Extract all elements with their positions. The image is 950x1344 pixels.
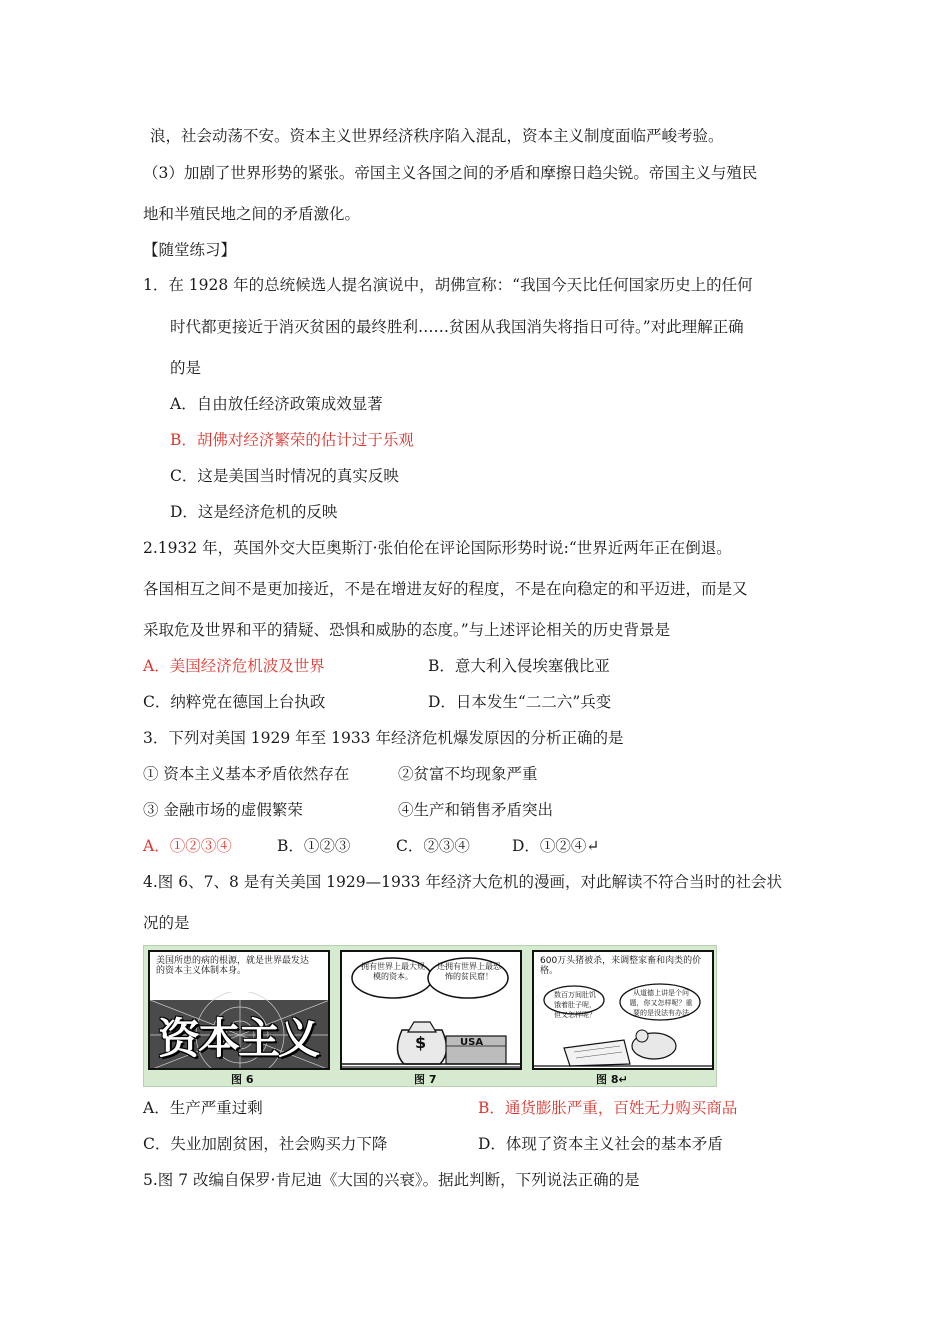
speech-bubble: 从道德上讲是个问题，你又怎样呢？重要的是没法有办法 [629, 989, 693, 1017]
question-1-option-b-answer: B．胡佛对经济繁荣的估计过于乐观 [170, 431, 414, 449]
question-1-text: 时代都更接近于消灭贫困的最终胜利……贫困从我国消失将指日可待。”对此理解正确 [170, 318, 744, 336]
question-1-text: 1．在 1928 年的总统候选人提名演说中，胡佛宣称：“我国今天比任何国家历史上的任何 [143, 276, 753, 294]
capitalism-headline: 资本主义 [158, 1014, 319, 1063]
usa-label: USA [460, 1037, 484, 1048]
question-4-option-b-answer: B．通货膨胀严重，百姓无力购买商品 [478, 1099, 738, 1117]
text-line: 地和半殖民地之间的矛盾激化。 [143, 205, 361, 223]
question-2-text: 各国相互之间不是更加接近，不是在增进友好的程度，不是在向稳定的和平迈进，而是又 [143, 580, 748, 598]
question-3-item: ③ 金融市场的虚假繁荣 [143, 801, 303, 819]
question-4-option-c: C．失业加剧贫困，社会购买力下降 [143, 1135, 388, 1153]
question-3-option-d: D．①②④↵ [512, 837, 600, 855]
figure-caption-7: 图 7 [414, 1073, 437, 1086]
question-1-option-a: A．自由放任经济政策成效显著 [170, 395, 383, 413]
comic-caption-text: 600万头猪被杀，来调整家畜和肉类的价格。 [540, 956, 702, 976]
section-title: 【随堂练习】 [143, 241, 237, 259]
question-2-text: 采取危及世界和平的猜疑、恐惧和威胁的态度。”与上述评论相关的历史背景是 [143, 621, 671, 639]
text-line: 浪，社会动荡不安。资本主义世界经济秩序陷入混乱，资本主义制度面临严峻考验。 [150, 127, 724, 145]
question-3-text: 3．下列对美国 1929 年至 1933 年经济危机爆发原因的分析正确的是 [143, 729, 624, 747]
question-1-text: 的是 [170, 359, 202, 377]
question-3-option-a-answer: A．①②③④ [143, 837, 232, 855]
figure-caption-8: 图 8↵ [596, 1073, 628, 1086]
question-4-option-a: A．生产严重过剩 [143, 1099, 263, 1117]
comic-panel-8 [532, 950, 714, 1070]
question-4-text: 4.图 6、7、8 是有关美国 1929—1933 年经济大危机的漫画，对此解读不符合当时的社会状 [143, 873, 782, 891]
question-3-item: ① 资本主义基本矛盾依然存在 [143, 765, 350, 783]
question-3-item: ④生产和销售矛盾突出 [398, 801, 554, 819]
figure-caption-6: 图 6 [231, 1073, 254, 1086]
question-1-option-d: D．这是经济危机的反映 [170, 503, 338, 521]
speech-bubble: 还拥有世界上最恐怖的贫民窟！ [437, 962, 501, 981]
comic-panel-6 [148, 950, 330, 1070]
speech-bubble: 数百万间肚饥饿着肚子呢，但又怎样呢？ [554, 991, 596, 1019]
question-3-option-c: C．②③④ [396, 837, 470, 855]
comic-strip-figure [143, 945, 717, 1087]
question-1-option-c: C．这是美国当时情况的真实反映 [170, 467, 399, 485]
question-4-text: 况的是 [143, 914, 190, 932]
comic-panel-7 [340, 950, 522, 1070]
question-2-option-a-answer: A．美国经济危机波及世界 [143, 657, 325, 675]
question-3-option-b: B．①②③ [277, 837, 351, 855]
text-line: （3）加剧了世界形势的紧张。帝国主义各国之间的矛盾和摩擦日趋尖锐。帝国主义与殖民 [143, 164, 758, 182]
question-2-option-c: C．纳粹党在德国上台执政 [143, 693, 326, 711]
speech-bubble: 拥有世界上最大规模的资本。 [361, 962, 425, 981]
question-5-text: 5.图 7 改编自保罗·肯尼迪《大国的兴衰》。据此判断，下列说法正确的是 [143, 1171, 640, 1189]
comic-caption-text: 美国所患的病的根源，就是世界最发达的资本主义体制本身。 [156, 956, 310, 976]
question-4-option-d: D．体现了资本主义社会的基本矛盾 [478, 1135, 723, 1153]
question-2-text: 2.1932 年，英国外交大臣奥斯汀·张伯伦在评论国际形势时说:“世界近两年正在倒退。 [143, 539, 732, 557]
question-2-option-b: B．意大利入侵埃塞俄比亚 [428, 657, 610, 675]
dollar-sign-icon: $ [415, 1033, 427, 1052]
question-3-item: ②贫富不均现象严重 [398, 765, 538, 783]
question-2-option-d: D．日本发生“二二六”兵变 [428, 693, 612, 711]
